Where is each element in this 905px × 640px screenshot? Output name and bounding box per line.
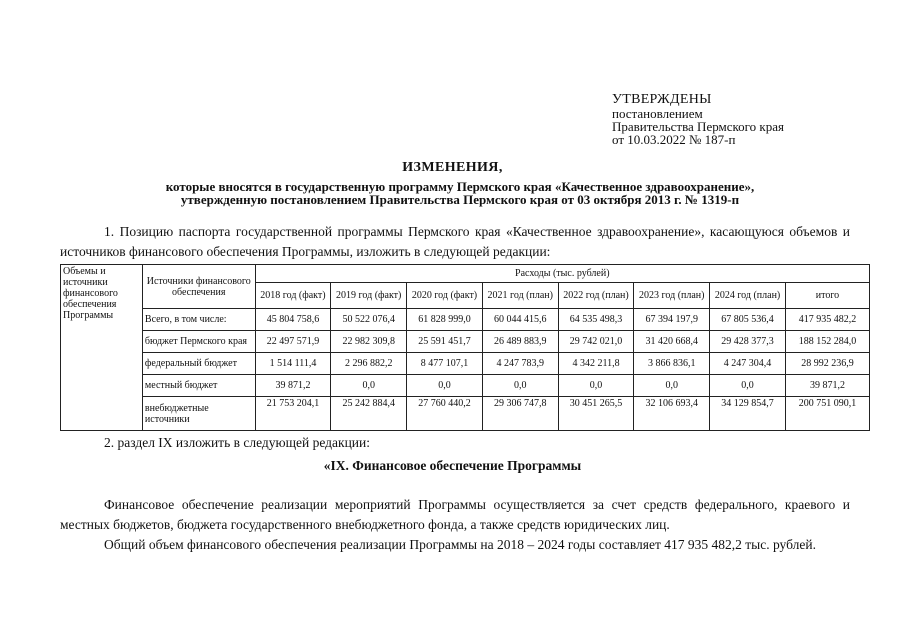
- table-row: [61, 397, 870, 431]
- value-cell: 21 753 204,1: [255, 397, 331, 431]
- value-cell: 61 828 999,0: [407, 309, 483, 331]
- value-cell: 1 514 111,4: [255, 353, 331, 375]
- value-cell: 2 296 882,2: [331, 353, 407, 375]
- approval-heading: УТВЕРЖДЕНЫ: [612, 92, 712, 107]
- subtitle-line-2: утвержденную постановлением Правительства Пермского края от 03 октября 2013 г. № 1319-п: [180, 192, 740, 207]
- paragraph-1: 1. Позицию паспорта государственной программы Пермского края «Качественное здравоохранение», касающуюся объемов и источников финансового обеспечения Программы, изложить в следующей редакции:: [60, 224, 850, 259]
- value-cell: 4 247 304,4: [710, 353, 786, 375]
- value-cell: 29 742 021,0: [558, 331, 634, 353]
- value-cell: 30 451 265,5: [558, 397, 634, 431]
- total-cell: 39 871,2: [785, 375, 869, 397]
- value-cell: 22 982 309,8: [331, 331, 407, 353]
- document-title: ИЗМЕНЕНИЯ,: [402, 160, 503, 175]
- table-row: [61, 309, 870, 331]
- document-subtitle: [90, 180, 830, 206]
- value-cell: 50 522 076,4: [331, 309, 407, 331]
- value-cell: 60 044 415,6: [482, 309, 558, 331]
- value-cell: 25 591 451,7: [407, 331, 483, 353]
- paragraph-4: Общий объем финансового обеспечения реализации Программы на 2018 – 2024 годы составляет 417 935 482,2 тыс. рублей.: [104, 537, 816, 552]
- value-cell: 4 247 783,9: [482, 353, 558, 375]
- year-header: 2023 год (план): [634, 283, 710, 309]
- table-row: [61, 353, 870, 375]
- total-header: итого: [785, 283, 869, 309]
- value-cell: 34 129 854,7: [710, 397, 786, 431]
- value-cell: 0,0: [710, 375, 786, 397]
- total-cell: 417 935 482,2: [785, 309, 869, 331]
- source-label: внебюджетные источники: [142, 397, 255, 431]
- value-cell: 29 428 377,3: [710, 331, 786, 353]
- table-row: [61, 331, 870, 353]
- value-cell: 29 306 747,8: [482, 397, 558, 431]
- table-col2-header: Источники финансового обеспечения: [142, 265, 255, 309]
- source-label: Всего, в том числе:: [142, 309, 255, 331]
- value-cell: 25 242 884,4: [331, 397, 407, 431]
- year-header: 2019 год (факт): [331, 283, 407, 309]
- value-cell: 32 106 693,4: [634, 397, 710, 431]
- value-cell: 0,0: [558, 375, 634, 397]
- total-cell: 188 152 284,0: [785, 331, 869, 353]
- year-header: 2022 год (план): [558, 283, 634, 309]
- expenses-header: Расходы (тыс. рублей): [255, 265, 869, 283]
- approval-line-3: от 10.03.2022 № 187-п: [612, 132, 736, 147]
- total-cell: 28 992 236,9: [785, 353, 869, 375]
- section-title: «IX. Финансовое обеспечение Программы: [323, 458, 582, 473]
- value-cell: 27 760 440,2: [407, 397, 483, 431]
- source-label: федеральный бюджет: [142, 353, 255, 375]
- value-cell: 8 477 107,1: [407, 353, 483, 375]
- financing-table: [60, 264, 870, 431]
- year-header: 2021 год (план): [482, 283, 558, 309]
- value-cell: 0,0: [407, 375, 483, 397]
- value-cell: 0,0: [482, 375, 558, 397]
- value-cell: 64 535 498,3: [558, 309, 634, 331]
- year-header: 2018 год (факт): [255, 283, 331, 309]
- value-cell: 67 805 536,4: [710, 309, 786, 331]
- year-header: 2024 год (план): [710, 283, 786, 309]
- paragraph-3: Финансовое обеспечение реализации мероприятий Программы осуществляется за счет средств федерального, краевого и местных бюджетов, бюджета государственного внебюджетного фонда, а также средств юридических лиц.: [60, 497, 850, 532]
- year-header: 2020 год (факт): [407, 283, 483, 309]
- value-cell: 4 342 211,8: [558, 353, 634, 375]
- value-cell: 67 394 197,9: [634, 309, 710, 331]
- paragraph-2: 2. раздел IX изложить в следующей редакции:: [104, 435, 371, 450]
- approval-line-2: Правительства Пермского края: [612, 119, 784, 134]
- value-cell: 22 497 571,9: [255, 331, 331, 353]
- value-cell: 0,0: [634, 375, 710, 397]
- value-cell: 45 804 758,6: [255, 309, 331, 331]
- value-cell: 39 871,2: [255, 375, 331, 397]
- value-cell: 0,0: [331, 375, 407, 397]
- source-label: местный бюджет: [142, 375, 255, 397]
- total-cell: 200 751 090,1: [785, 397, 869, 431]
- value-cell: 3 866 836,1: [634, 353, 710, 375]
- subtitle-line-1: которые вносятся в государственную программу Пермского края «Качественное здравоохранение»,: [165, 179, 755, 194]
- approval-line-1: постановлением: [612, 106, 703, 121]
- table-row: [61, 375, 870, 397]
- table-col1-header: Объемы и источники финансового обеспечения Программы: [61, 265, 143, 431]
- source-label: бюджет Пермского края: [142, 331, 255, 353]
- value-cell: 31 420 668,4: [634, 331, 710, 353]
- value-cell: 26 489 883,9: [482, 331, 558, 353]
- approval-block: [612, 92, 784, 146]
